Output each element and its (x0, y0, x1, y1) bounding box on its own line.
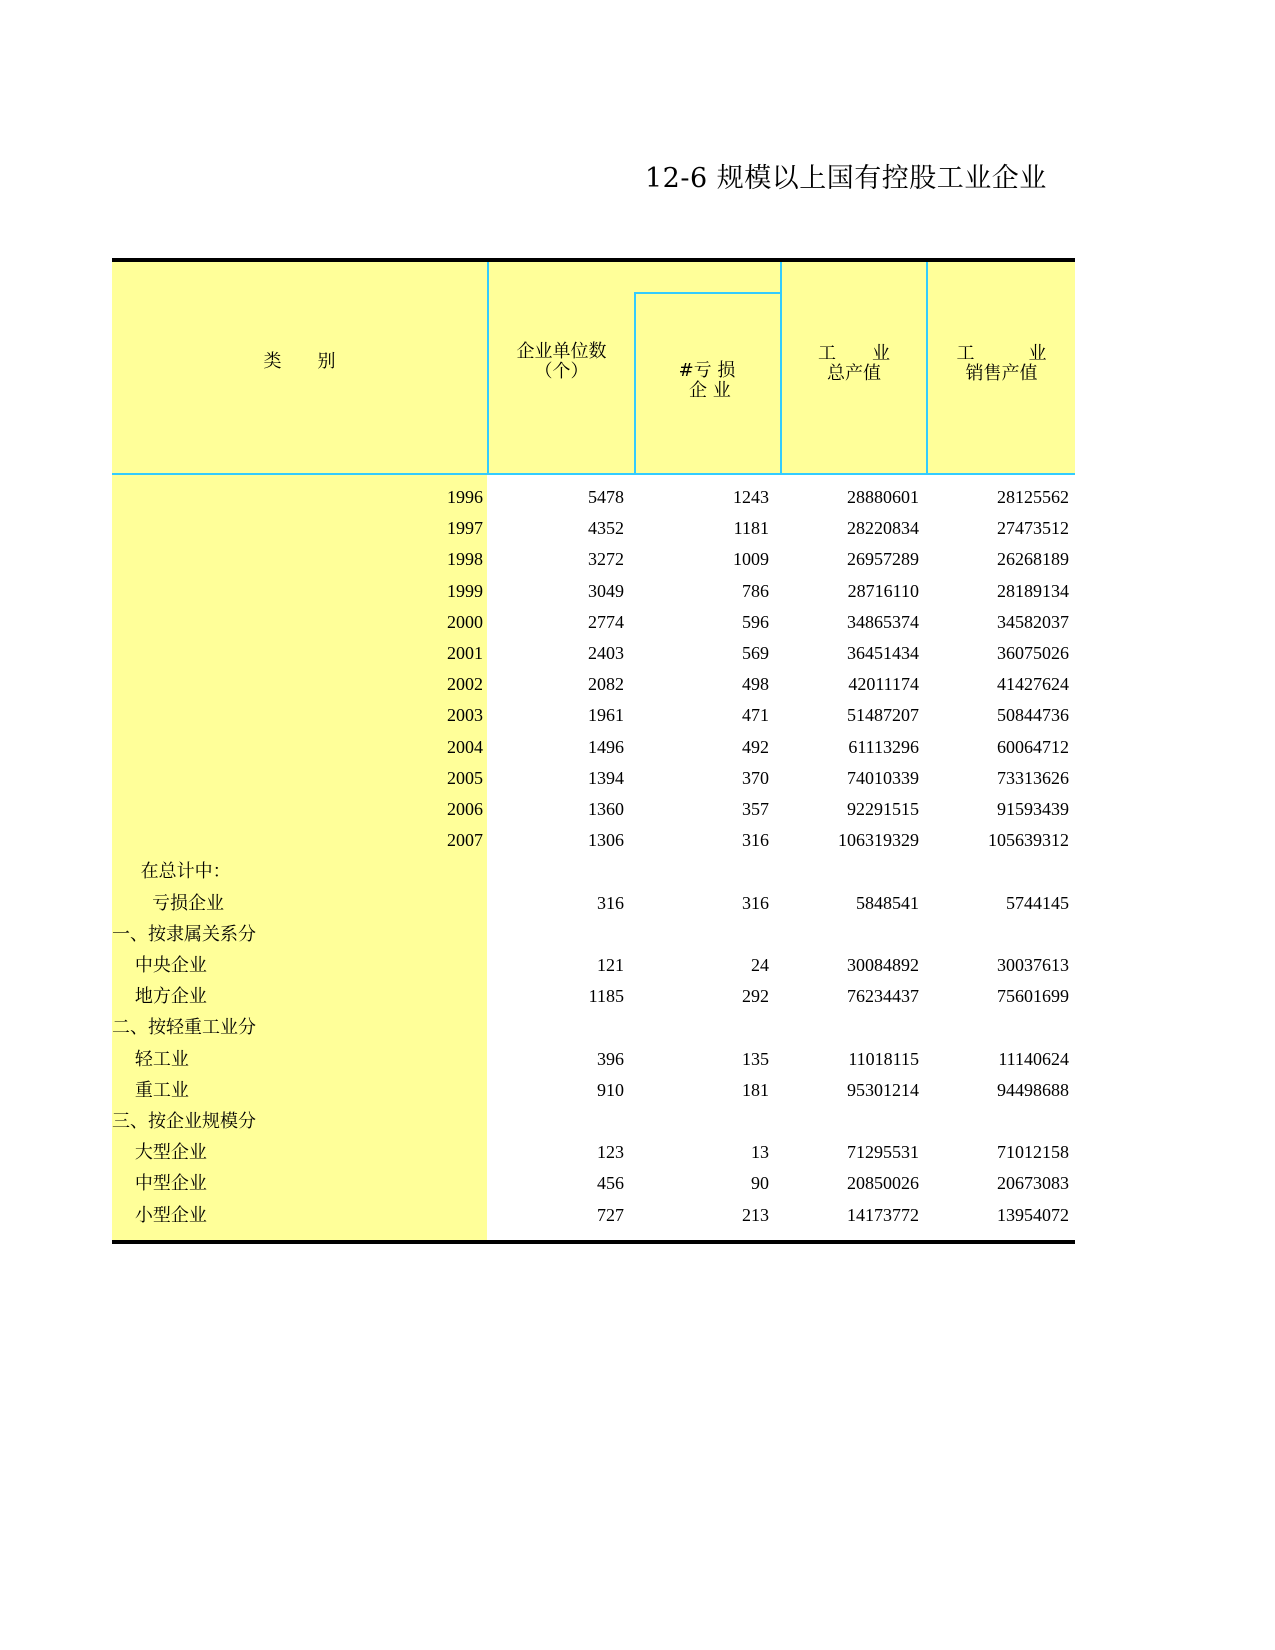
cell-loss-enterprises: 135 (742, 1048, 769, 1069)
cell-loss-enterprises: 316 (742, 892, 769, 913)
cell-sales-output: 94498688 (997, 1079, 1069, 1100)
header-category: 类 别 (263, 351, 336, 372)
table-row (112, 1200, 1075, 1231)
cell-units: 123 (597, 1142, 624, 1163)
row-category-label: 小型企业 (112, 1204, 207, 1226)
row-category-label: 重工业 (112, 1079, 189, 1101)
cell-gross-output: 76234437 (847, 986, 919, 1007)
cell-sales-output: 5744145 (1006, 892, 1069, 913)
cell-loss-enterprises: 786 (742, 580, 769, 601)
cell-sales-output: 28189134 (997, 580, 1069, 601)
cell-units: 2082 (588, 674, 624, 695)
row-year-label: 2003 (447, 705, 483, 726)
row-category-label: 中央企业 (112, 955, 207, 976)
cell-gross-output: 51487207 (847, 705, 919, 726)
cell-loss-enterprises: 357 (742, 799, 769, 819)
cell-sales-output: 105639312 (988, 830, 1069, 851)
table-bottom-rule (112, 1240, 1075, 1244)
cell-gross-output: 92291515 (847, 799, 919, 819)
table-row (112, 1075, 1075, 1106)
cell-loss-enterprises: 1243 (733, 487, 769, 507)
row-year-label: 1996 (447, 487, 483, 507)
row-year-label: 2001 (447, 643, 483, 663)
cell-units: 3272 (588, 549, 624, 570)
table-row (112, 950, 1075, 981)
cell-gross-output: 28220834 (847, 518, 919, 539)
table-row (112, 669, 1075, 700)
cell-loss-enterprises: 181 (742, 1079, 769, 1100)
table-row (112, 1168, 1075, 1199)
cell-loss-enterprises: 90 (751, 1173, 769, 1194)
table-title: 12-6 规模以上国有控股工业企业 (645, 163, 1047, 194)
header-subrule (634, 292, 782, 294)
row-year-label: 1998 (447, 549, 483, 570)
table-row (112, 763, 1075, 794)
cell-units: 2403 (588, 643, 624, 663)
cell-gross-output: 61113296 (848, 736, 919, 757)
cell-sales-output: 36075026 (997, 643, 1069, 663)
cell-gross-output: 106319329 (838, 830, 919, 851)
row-category-label: 轻工业 (112, 1048, 189, 1070)
header-divider (487, 262, 489, 473)
row-category-label: 二、按轻重工业分 (112, 1017, 256, 1039)
cell-sales-output: 11140624 (998, 1048, 1069, 1069)
cell-sales-output: 75601699 (997, 986, 1069, 1007)
cell-gross-output: 74010339 (847, 767, 919, 788)
row-year-label: 2006 (447, 799, 483, 819)
cell-units: 2774 (588, 611, 624, 632)
cell-loss-enterprises: 370 (742, 767, 769, 788)
cell-gross-output: 5848541 (856, 892, 919, 913)
table-row (112, 700, 1075, 731)
cell-sales-output: 30037613 (997, 955, 1069, 975)
table-row (112, 732, 1075, 763)
cell-units: 3049 (588, 580, 624, 601)
cell-loss-enterprises: 1009 (733, 549, 769, 570)
table-row (112, 825, 1075, 856)
cell-units: 1394 (588, 767, 624, 788)
cell-gross-output: 71295531 (847, 1142, 919, 1163)
row-year-label: 2002 (447, 674, 483, 695)
cell-gross-output: 42011174 (848, 674, 919, 695)
table-row (112, 638, 1075, 669)
cell-loss-enterprises: 492 (742, 736, 769, 757)
table-row (112, 981, 1075, 1012)
table-row (112, 888, 1075, 919)
header-output: 工 业 总产值 (818, 343, 890, 384)
cell-sales-output: 60064712 (997, 736, 1069, 757)
header-sales: 工 业 销售产值 (956, 343, 1047, 384)
table-header (112, 262, 1075, 475)
row-category-label: 三、按企业规模分 (112, 1111, 256, 1132)
cell-sales-output: 27473512 (997, 518, 1069, 539)
header-units: 企业单位数 （个） (516, 341, 607, 382)
row-year-label: 2005 (447, 767, 483, 788)
cell-sales-output: 71012158 (997, 1142, 1069, 1163)
row-year-label: 1999 (447, 580, 483, 601)
cell-gross-output: 26957289 (847, 549, 919, 570)
cell-sales-output: 20673083 (997, 1173, 1069, 1194)
table-row (112, 1012, 1075, 1043)
row-category-label: 一、按隶属关系分 (112, 923, 256, 945)
cell-units: 121 (597, 955, 624, 975)
row-category-label: 在总计中： (112, 861, 231, 883)
header-divider (926, 262, 928, 473)
cell-units: 396 (597, 1048, 624, 1069)
cell-loss-enterprises: 596 (742, 611, 769, 632)
table-row (112, 919, 1075, 950)
cell-gross-output: 20850026 (847, 1173, 919, 1194)
cell-units: 456 (597, 1173, 624, 1194)
cell-gross-output: 14173772 (847, 1204, 919, 1225)
cell-sales-output: 26268189 (997, 549, 1069, 570)
cell-sales-output: 28125562 (997, 487, 1069, 507)
row-category-label: 中型企业 (112, 1173, 207, 1195)
table-row (112, 544, 1075, 575)
row-year-label: 1997 (447, 518, 483, 539)
cell-sales-output: 91593439 (997, 799, 1069, 819)
row-year-label: 2007 (447, 830, 483, 851)
cell-loss-enterprises: 498 (742, 674, 769, 695)
row-year-label: 2000 (447, 611, 483, 632)
table-row (112, 482, 1075, 513)
table-row (112, 1106, 1075, 1137)
cell-gross-output: 34865374 (847, 611, 919, 632)
cell-units: 1961 (588, 705, 624, 726)
cell-units: 1306 (588, 830, 624, 851)
table-row (112, 513, 1075, 544)
cell-loss-enterprises: 213 (742, 1204, 769, 1225)
cell-gross-output: 28880601 (847, 487, 919, 507)
cell-loss-enterprises: 569 (742, 643, 769, 663)
row-category-label: 亏损企业 (112, 892, 225, 914)
cell-units: 1360 (588, 799, 624, 819)
row-category-label: 地方企业 (112, 986, 207, 1008)
cell-units: 1185 (588, 986, 624, 1007)
cell-gross-output: 95301214 (847, 1079, 919, 1100)
cell-loss-enterprises: 471 (742, 705, 769, 726)
cell-sales-output: 41427624 (997, 674, 1069, 695)
cell-loss-enterprises: 316 (742, 830, 769, 851)
cell-loss-enterprises: 13 (751, 1142, 769, 1163)
cell-loss-enterprises: 1181 (733, 518, 769, 539)
cell-units: 4352 (588, 518, 624, 539)
cell-gross-output: 36451434 (847, 643, 919, 663)
table-row (112, 856, 1075, 887)
table-row (112, 1137, 1075, 1168)
table-row (112, 576, 1075, 607)
cell-units: 910 (597, 1079, 624, 1100)
cell-units: 5478 (588, 487, 624, 507)
cell-gross-output: 28716110 (847, 580, 919, 601)
cell-sales-output: 73313626 (997, 767, 1069, 788)
cell-sales-output: 50844736 (997, 705, 1069, 726)
cell-units: 1496 (588, 736, 624, 757)
cell-loss-enterprises: 292 (742, 986, 769, 1007)
cell-gross-output: 30084892 (847, 955, 919, 975)
header-loss: #亏 损 企 业 (678, 360, 736, 401)
row-category-label: 大型企业 (112, 1142, 207, 1164)
cell-sales-output: 34582037 (997, 611, 1069, 632)
cell-sales-output: 13954072 (997, 1204, 1069, 1225)
table-row (112, 1044, 1075, 1075)
row-year-label: 2004 (447, 736, 483, 757)
header-divider (634, 294, 636, 473)
table-row (112, 794, 1075, 825)
cell-loss-enterprises: 24 (751, 955, 769, 975)
cell-units: 727 (597, 1204, 624, 1225)
table-row (112, 607, 1075, 638)
cell-units: 316 (597, 892, 624, 913)
cell-gross-output: 11018115 (848, 1048, 919, 1069)
